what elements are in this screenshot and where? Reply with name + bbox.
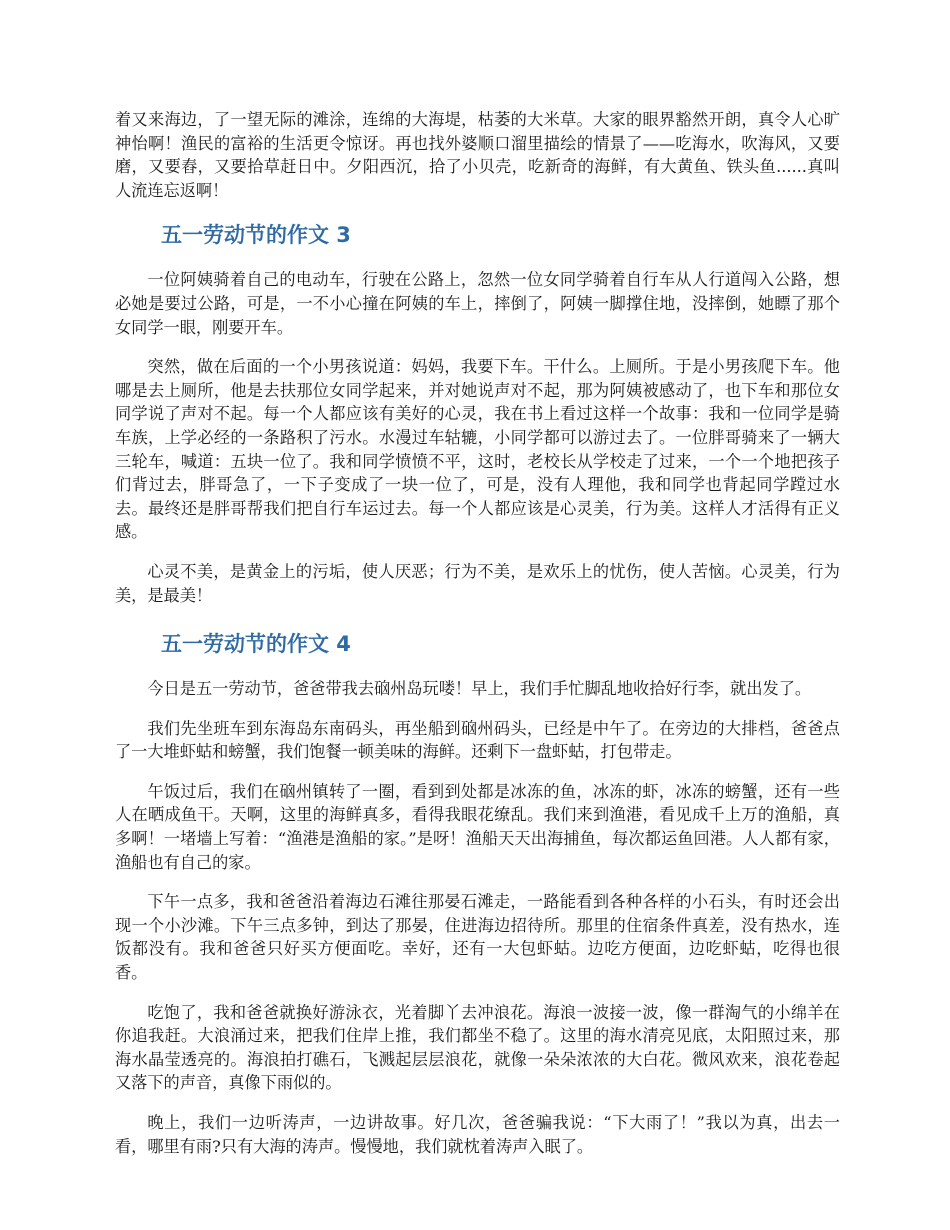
section-heading-4: 五一劳动节的作文 4	[161, 632, 351, 657]
body-paragraph: 心灵不美，是黄金上的污垢，使人厌恶；行为不美，是欢乐上的忧伤，使人苦恼。心灵美，行为美，是最美！	[115, 561, 840, 605]
section-heading-3: 五一劳动节的作文 3	[161, 223, 351, 248]
document-page	[115, 108, 840, 1174]
body-paragraph: 晚上，我们一边听涛声，一边讲故事。好几次，爸爸骗我说：“下大雨了！”我以为真，出去一看，哪里有雨?只有大海的涛声。慢慢地，我们就枕着涛声入眠了。	[115, 1113, 840, 1156]
body-paragraph: 我们先坐班车到东海岛东南码头，再坐船到硇州码头，已经是中午了。在旁边的大排档，爸爸点了一大堆虾蛄和螃蟹，我们饱餐一顿美味的海鲜。还剩下一盘虾蛄，打包带走。	[115, 718, 840, 762]
body-paragraph: 吃饱了，我和爸爸就换好游泳衣，光着脚丫去冲浪花。海浪一波接一波，像一群淘气的小绵羊在你追我赶。大浪涌过来，把我们住岸上推，我们都坐不稳了。这里的海水清亮见底，太阳照过来，那海水晶莹透亮的。海浪拍打礁石，飞溅起层层浪花，就像一朵朵浓浓的大白花。微风欢来，浪花卷起又落下的声音，真像下雨似的。	[115, 1002, 840, 1093]
body-paragraph: 一位阿姨骑着自己的电动车，行驶在公路上，忽然一位女同学骑着自行车从人行道闯入公路，想必她是要过公路，可是，一不小心撞在阿姨的车上，摔倒了，阿姨一脚撑住地，没摔倒，她瞟了那个女同学一眼，刚要开车。	[115, 270, 840, 337]
body-paragraph: 午饭过后，我们在硇州镇转了一圈，看到到处都是冰冻的鱼，冰冻的虾，冰冻的螃蟹，还有一些人在晒成鱼干。天啊，这里的海鲜真多，看得我眼花缭乱。我们来到渔港，看见成千上万的渔船，真多啊！一堵墙上写着：“渔港是渔船的家。”是呀！渔船天天出海捕鱼，每次都运鱼回港。人人都有家，渔船也有自己的家。	[115, 781, 840, 872]
body-paragraph: 下午一点多，我和爸爸沿着海边石滩往那晏石滩走，一路能看到各种各样的小石头，有时还会出现一个小沙滩。下午三点多钟，到达了那晏，住进海边招待所。那里的住宿条件真差，没有热水，连饭都没有。我和爸爸只好买方便面吃。幸好，还有一大包虾蛄。边吃方便面，边吃虾蛄，吃得也很香。	[115, 892, 840, 983]
body-paragraph: 今日是五一劳动节，爸爸带我去硇州岛玩喽！早上，我们手忙脚乱地收拾好行李，就出发了。	[147, 679, 812, 699]
body-paragraph: 着又来海边，了一望无际的滩涂，连绵的大海堤，枯萎的大米草。大家的眼界豁然开朗，真令人心旷神怡啊！渔民的富裕的生活更令惊讶。再也找外婆顺口溜里描绘的情景了——吃海水，吹海风，又要磨，又要舂，又要拾草赶日中。夕阳西沉，拾了小贝壳，吃新奇的海鲜，有大黄鱼、铁头鱼......真叫人流连忘返啊！	[115, 110, 840, 200]
body-paragraph: 突然，做在后面的一个小男孩说道：妈妈，我要下车。干什么。上厕所。于是小男孩爬下车。他哪是去上厕所，他是去扶那位女同学起来，并对她说声对不起，那为阿姨被感动了，也下车和那位女同学说了声对不起。每一个人都应该有美好的心灵，我在书上看过这样一个故事：我和一位同学是骑车族，上学必经的一条路积了污水。水漫过车轱辘，小同学都可以游过去了。一位胖哥骑来了一辆大三轮车，喊道：五块一位了。我和同学愤愤不平，这时，老校长从学校走了过来，一个一个地把孩子们背过去，胖哥急了，一下子变成了一块一位了，可是，没有人理他，我和同学也背起同学蹚过水去。最终还是胖哥帮我们把自行车运过去。每一个人都应该是心灵美，行为美。这样人才活得有正义感。	[115, 357, 840, 542]
